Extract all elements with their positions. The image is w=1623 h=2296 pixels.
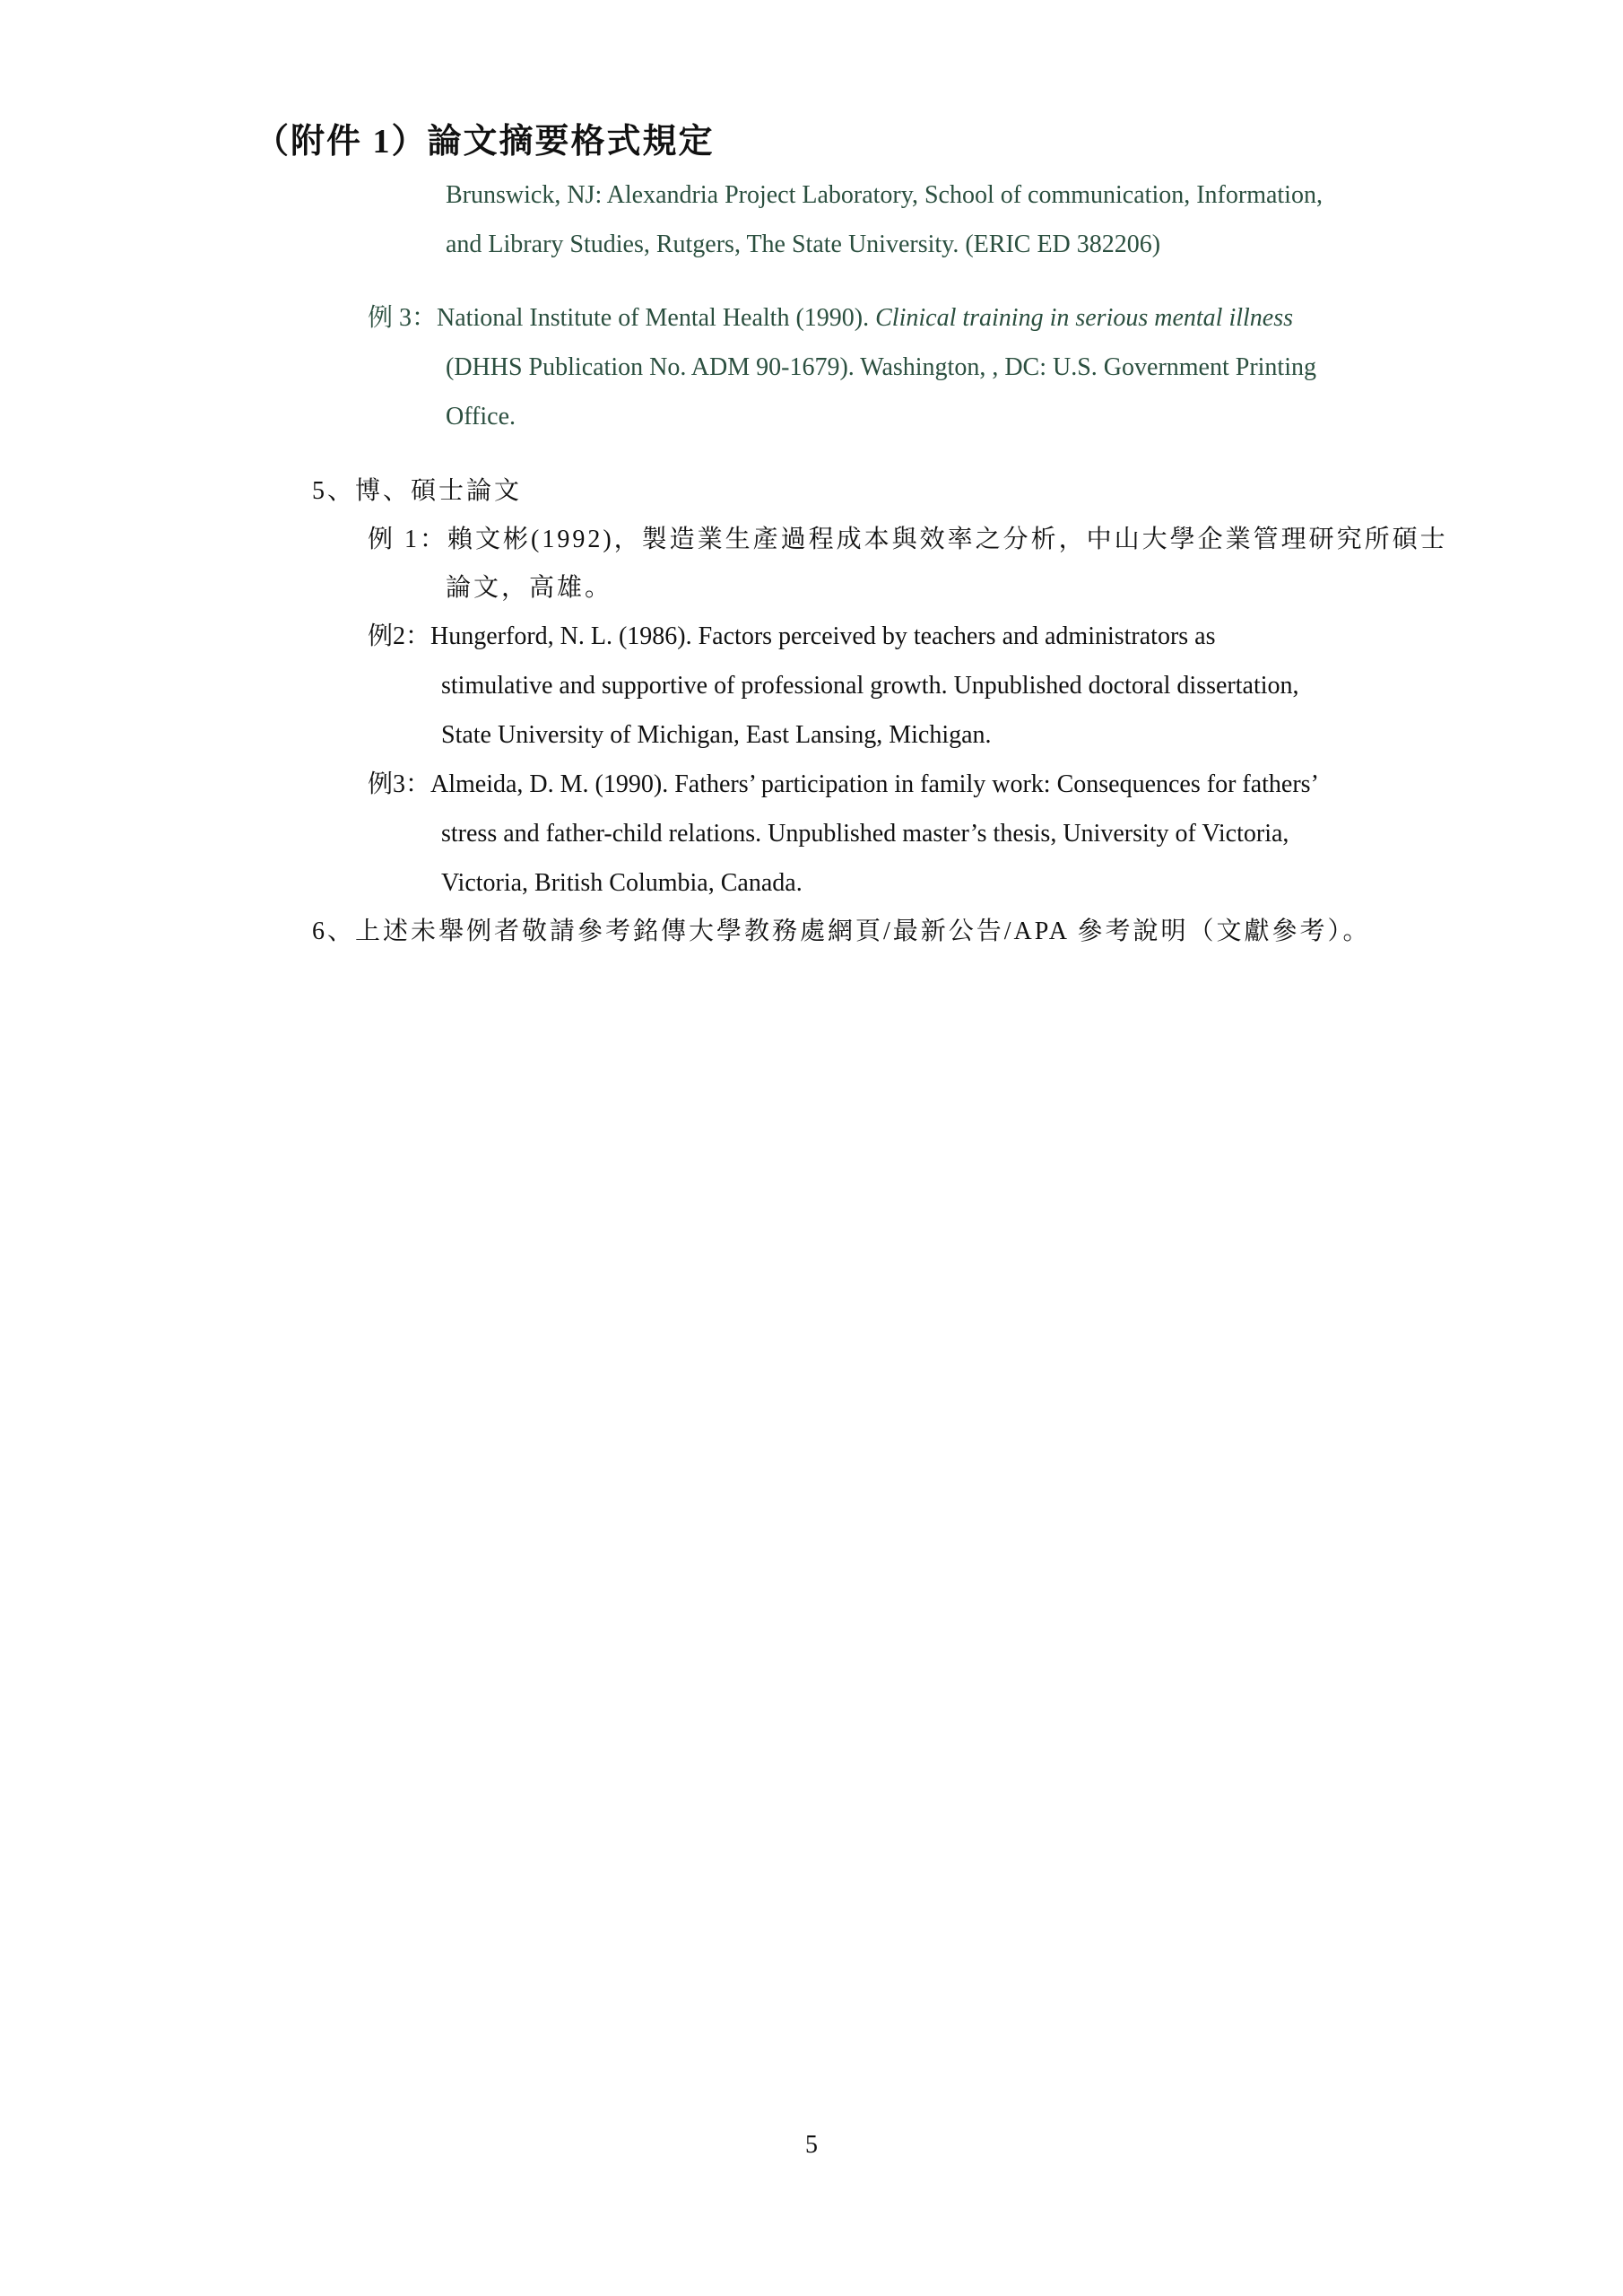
thesis-example-2-line-1 (368, 621, 1216, 653)
reference-text: Almeida, D. M. (1990). Fathers’ participation in family work: Consequences for fathers’ (430, 770, 1319, 798)
government-example-line-1 (368, 302, 1293, 335)
thesis-example-3-line-1 (368, 769, 1319, 801)
page-number: 5 (805, 2131, 818, 2159)
government-example-line-3: Office. (446, 403, 516, 430)
thesis-example-3-line-3: Victoria, British Columbia, Canada. (441, 869, 803, 897)
italic-title: Clinical training in serious mental illness (875, 304, 1294, 332)
example-label: 例3： (368, 770, 431, 798)
page-title: （附件 1）論文摘要格式規定 (255, 123, 715, 161)
reference-text: 賴文彬(1992)，製造業生產過程成本與效率之分析，中山大學企業管理研究所碩士 (447, 526, 1448, 553)
reference-text: Hungerford, N. L. (1986). Factors perceived by teachers and administrators as (430, 622, 1216, 650)
section-6-note: 6、上述未舉例者敬請參考銘傳大學教務處網頁/最新公告/APA 參考說明（文獻參考）。 (312, 918, 1371, 945)
reference-continuation-line-1: Brunswick, NJ: Alexandria Project Laboratory, School of communication, Information, (446, 181, 1323, 209)
thesis-example-1-line-1 (368, 524, 1448, 556)
thesis-example-2-line-2: stimulative and supportive of professional growth. Unpublished doctoral dissertation, (441, 672, 1299, 700)
reference-text: National Institute of Mental Health (1990). (437, 304, 876, 332)
example-label: 例2： (368, 622, 431, 650)
thesis-example-2-line-3: State University of Michigan, East Lansing, Michigan. (441, 721, 992, 749)
thesis-example-1-line-2: 論文，高雄。 (446, 574, 613, 602)
section-5-heading: 5、博、碩士論文 (312, 477, 523, 505)
reference-continuation-line-2: and Library Studies, Rutgers, The State University. (ERIC ED 382206) (446, 230, 1161, 258)
example-label: 例 3： (368, 304, 438, 332)
government-example-line-2: (DHHS Publication No. ADM 90-1679). Washington, , DC: U.S. Government Printing (446, 353, 1316, 381)
thesis-example-3-line-2: stress and father-child relations. Unpublished master’s thesis, University of Victoria, (441, 820, 1289, 848)
example-label: 例 1： (368, 526, 448, 553)
